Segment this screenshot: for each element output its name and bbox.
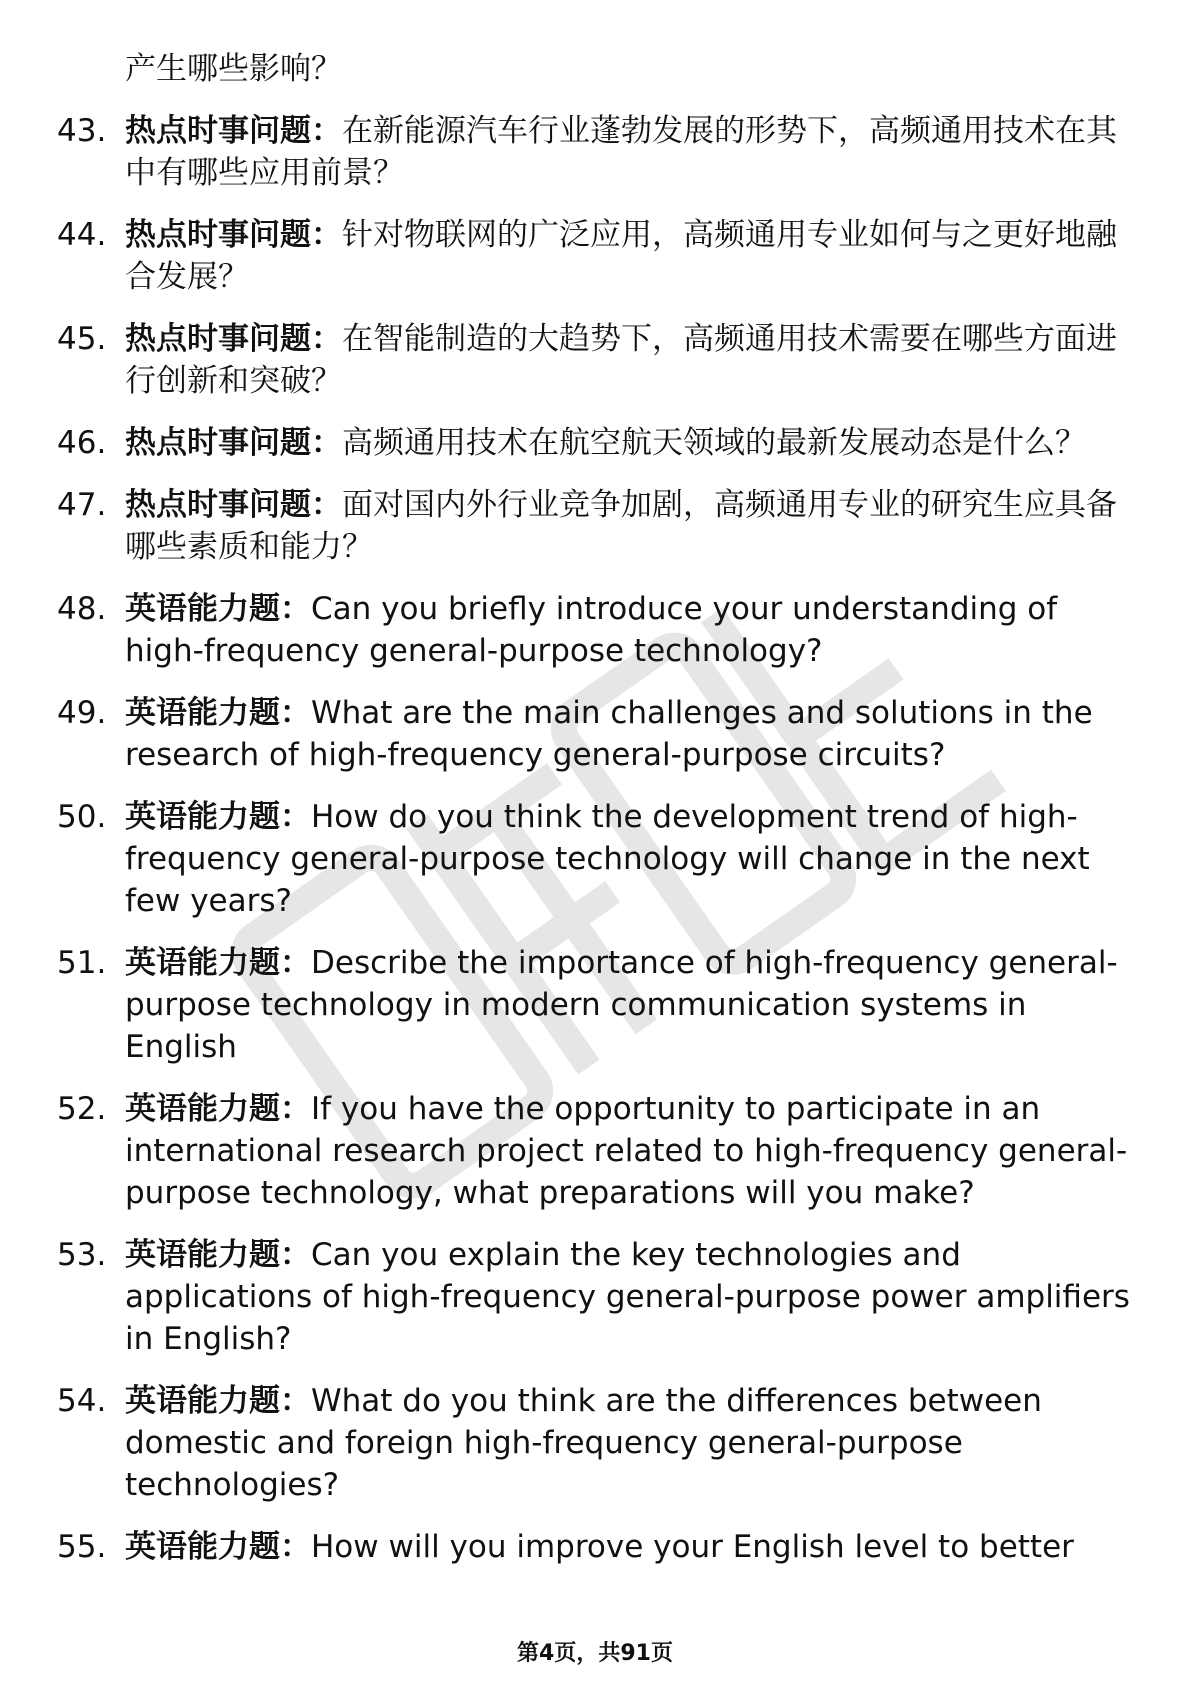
question-number: 45. bbox=[57, 321, 107, 357]
question-category: 英语能力题： bbox=[125, 695, 311, 731]
question-number: 52. bbox=[57, 1091, 107, 1127]
list-item bbox=[0, 796, 1190, 922]
question-category: 热点时事问题： bbox=[125, 321, 342, 357]
question-category: 热点时事问题： bbox=[125, 487, 342, 523]
question-category: 英语能力题： bbox=[125, 1383, 311, 1419]
question-text: What do you think are the differences between domestic and foreign high-frequency general-purpose technologies? bbox=[125, 1383, 1042, 1503]
question-number: 51. bbox=[57, 945, 107, 981]
question-text: If you have the opportunity to participate in an international research project related to high-frequency general-purpose technology, what preparations will you make? bbox=[125, 1091, 1128, 1211]
question-category: 英语能力题： bbox=[125, 1529, 311, 1565]
question-category: 英语能力题： bbox=[125, 1091, 311, 1127]
question-number: 54. bbox=[57, 1383, 107, 1419]
list-item bbox=[0, 422, 1190, 464]
list-item bbox=[0, 692, 1190, 776]
question-category: 热点时事问题： bbox=[125, 425, 342, 461]
list-item bbox=[0, 214, 1190, 298]
question-text: How will you improve your English level to better bbox=[311, 1529, 1074, 1565]
list-item bbox=[0, 1088, 1190, 1214]
question-number: 50. bbox=[57, 799, 107, 835]
question-text: 面对国内外行业竞争加剧，高频通用专业的研究生应具备哪些素质和能力？ bbox=[125, 487, 1117, 565]
question-number: 43. bbox=[57, 113, 107, 149]
question-text: 在智能制造的大趋势下，高频通用技术需要在哪些方面进行创新和突破？ bbox=[125, 321, 1117, 399]
question-text: What are the main challenges and solutions in the research of high-frequency general-purpose circuits? bbox=[125, 695, 1093, 773]
question-category: 热点时事问题： bbox=[125, 217, 342, 253]
list-item bbox=[0, 942, 1190, 1068]
question-number: 47. bbox=[57, 487, 107, 523]
question-text: 在新能源汽车行业蓬勃发展的形势下，高频通用技术在其中有哪些应用前景？ bbox=[125, 113, 1117, 191]
question-number: 48. bbox=[57, 591, 107, 627]
question-list bbox=[0, 48, 1190, 1588]
question-text: 高频通用技术在航空航天领域的最新发展动态是什么？ bbox=[342, 425, 1086, 461]
list-item bbox=[0, 318, 1190, 402]
question-text: Describe the importance of high-frequency general-purpose technology in modern communication systems in English bbox=[125, 945, 1118, 1065]
list-item-continuation bbox=[0, 48, 1190, 90]
question-number: 49. bbox=[57, 695, 107, 731]
list-item bbox=[0, 484, 1190, 568]
question-number: 46. bbox=[57, 425, 107, 461]
question-category: 英语能力题： bbox=[125, 1237, 311, 1273]
question-text: How do you think the development trend of high-frequency general-purpose technology will change in the next few years? bbox=[125, 799, 1090, 919]
question-number: 53. bbox=[57, 1237, 107, 1273]
continuation-text: 产生哪些影响？ bbox=[125, 51, 342, 87]
question-number: 55. bbox=[57, 1529, 107, 1565]
page-footer: 第4页，共91页 bbox=[517, 1641, 673, 1666]
question-text: Can you briefly introduce your understanding of high-frequency general-purpose technology? bbox=[125, 591, 1058, 669]
list-item bbox=[0, 588, 1190, 672]
question-text: 针对物联网的广泛应用，高频通用专业如何与之更好地融合发展？ bbox=[125, 217, 1117, 295]
list-item bbox=[0, 110, 1190, 194]
question-category: 热点时事问题： bbox=[125, 113, 342, 149]
list-item bbox=[0, 1234, 1190, 1360]
list-item bbox=[0, 1526, 1190, 1568]
question-category: 英语能力题： bbox=[125, 799, 311, 835]
question-number: 44. bbox=[57, 217, 107, 253]
question-category: 英语能力题： bbox=[125, 945, 311, 981]
question-category: 英语能力题： bbox=[125, 591, 311, 627]
question-text: Can you explain the key technologies and applications of high-frequency general-purpose power amplifiers in English? bbox=[125, 1237, 1130, 1357]
list-item bbox=[0, 1380, 1190, 1506]
